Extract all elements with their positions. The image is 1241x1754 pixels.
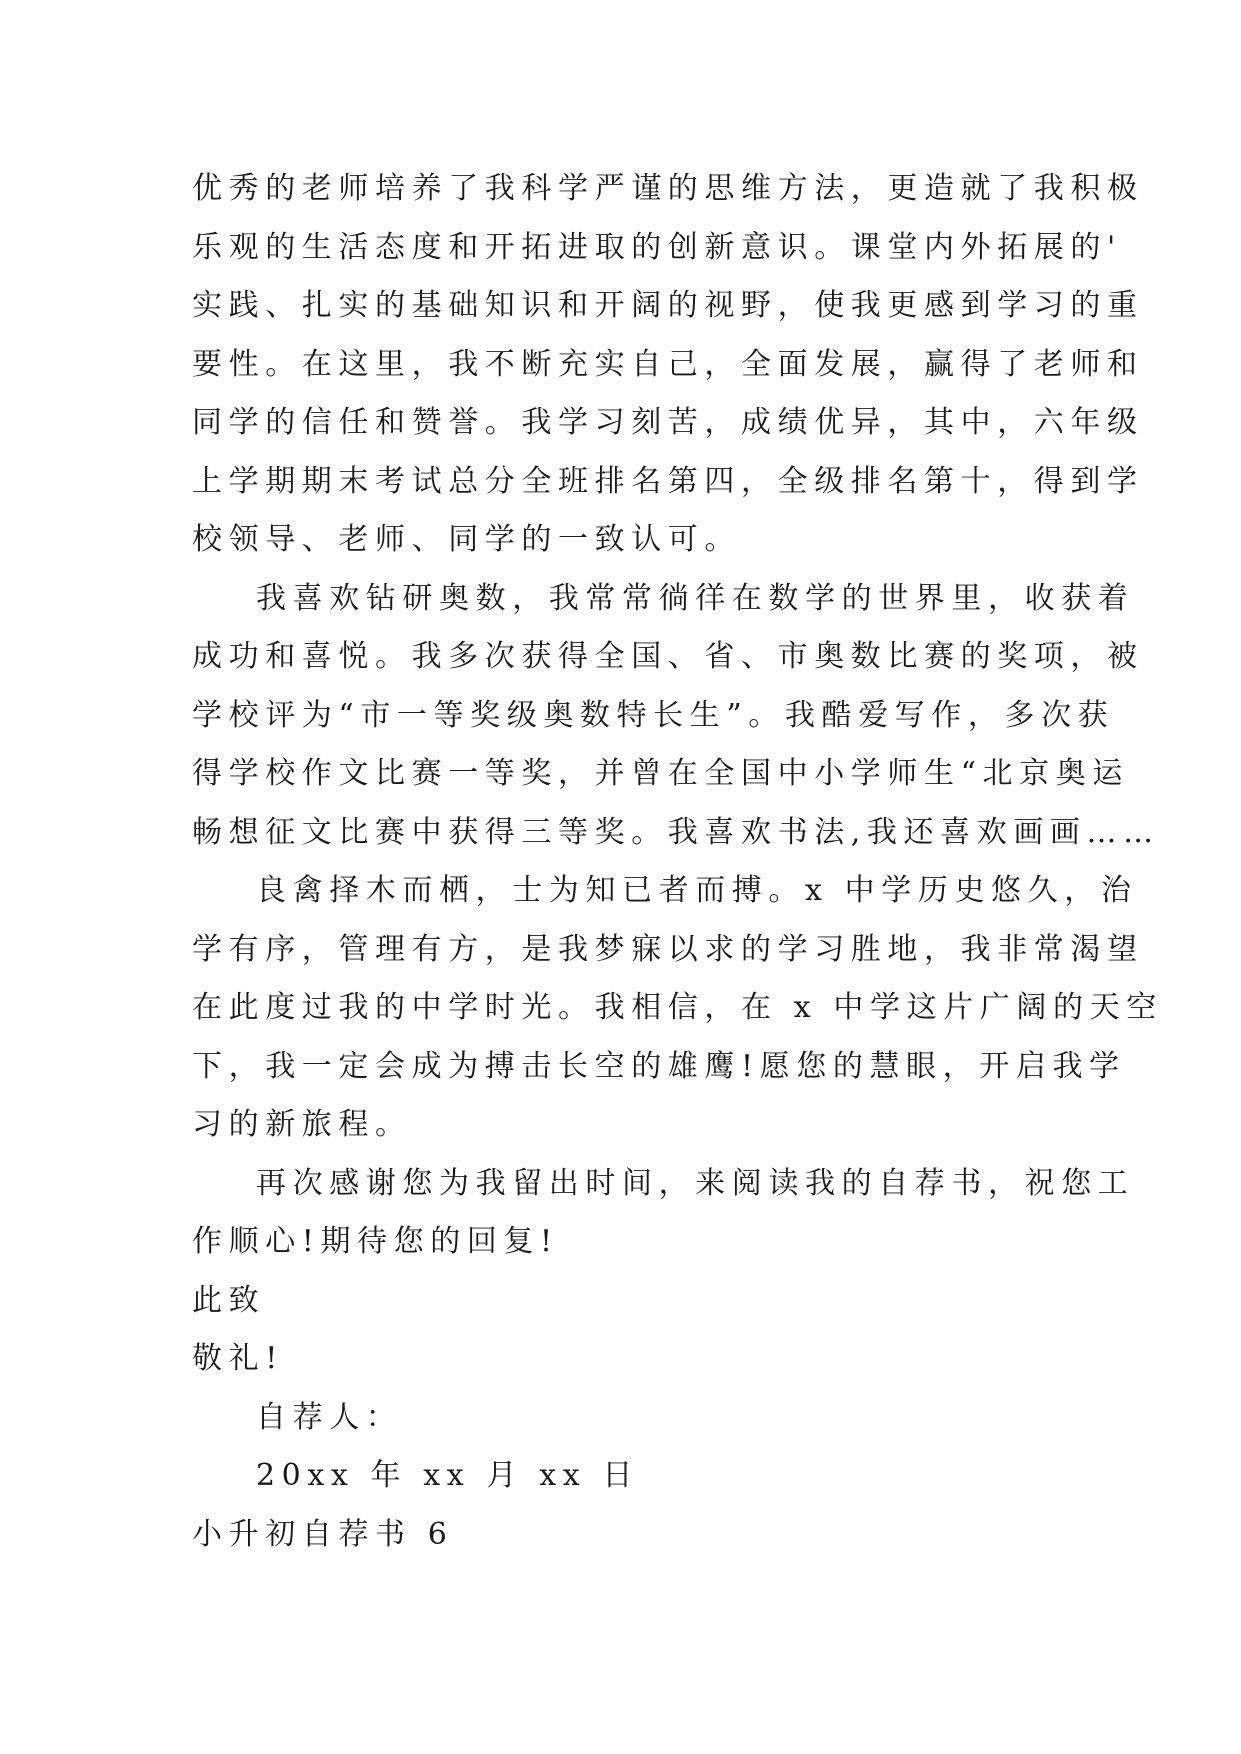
signature-date: 20xx 年 xx 月 xx 日 xyxy=(256,1458,639,1493)
body-line: 校领导、老师、同学的一致认可。 xyxy=(192,522,741,557)
paragraph-start-line: 良禽择木而栖，士为知已者而搏。x 中学历史悠久，治 xyxy=(256,873,1138,908)
closing-regards: 敬礼! xyxy=(192,1341,284,1376)
section-heading: 小升初自荐书 6 xyxy=(192,1516,454,1552)
body-line: 学有序，管理有方，是我梦寐以求的学习胜地，我非常渴望 xyxy=(192,931,1144,967)
document-body xyxy=(192,160,1163,1564)
body-line: 同学的信任和赞誉。我学习刻苦，成绩优异，其中，六年级 xyxy=(192,405,1144,440)
paragraph-start-line: 我喜欢钻研奥数，我常常徜徉在数学的世界里，收获着 xyxy=(256,580,1135,616)
body-line: 上学期期末考试总分全班排名第四，全级排名第十，得到学 xyxy=(192,463,1144,499)
body-line: 乐观的生活态度和开拓进取的创新意识。课堂内外拓展的' xyxy=(192,229,1122,265)
paragraph-start-line: 再次感谢您为我留出时间，来阅读我的自荐书，祝您工 xyxy=(256,1165,1135,1201)
body-line: 在此度过我的中学时光。我相信，在 x 中学这片广阔的天空 xyxy=(192,990,1163,1025)
body-line: 畅想征文比赛中获得三等奖。我喜欢书法,我还喜欢画画…… xyxy=(192,814,1160,850)
body-line: 习的新旅程。 xyxy=(192,1107,412,1142)
closing-salutation: 此致 xyxy=(192,1282,266,1318)
body-line: 得学校作文比赛一等奖，并曾在全国中小学师生“北京奥运 xyxy=(192,756,1129,791)
body-line: 学校评为“市一等奖级奥数特长生”。我酷爱写作，多次获 xyxy=(192,697,1115,733)
body-line: 作顺心!期待您的回复! xyxy=(192,1224,559,1259)
body-line: 成功和喜悦。我多次获得全国、省、市奥数比赛的奖项，被 xyxy=(192,639,1144,674)
body-line: 优秀的老师培养了我科学严谨的思维方法，更造就了我积极 xyxy=(192,171,1144,206)
body-line: 下，我一定会成为搏击长空的雄鹰!愿您的慧眼，开启我学 xyxy=(192,1048,1126,1084)
body-line: 实践、扎实的基础知识和开阔的视野，使我更感到学习的重 xyxy=(192,288,1144,323)
body-line: 要性。在这里，我不断充实自己，全面发展，赢得了老师和 xyxy=(192,346,1144,382)
signature-label: 自荐人： xyxy=(256,1399,403,1435)
